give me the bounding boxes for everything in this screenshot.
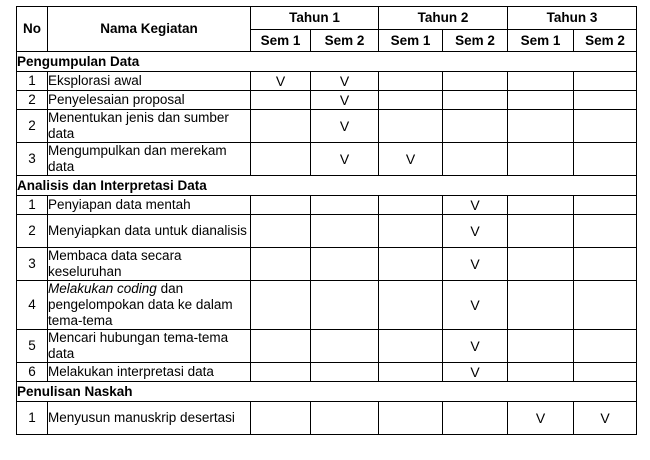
row-number: 3 bbox=[17, 143, 48, 176]
check-mark-cell: V bbox=[443, 196, 508, 215]
mark-cell bbox=[443, 143, 508, 176]
check-mark-cell: V bbox=[251, 72, 311, 91]
mark-cell bbox=[311, 281, 379, 330]
check-mark-cell: V bbox=[574, 402, 637, 435]
mark-cell bbox=[379, 248, 443, 281]
activity-name: Penyelesaian proposal bbox=[48, 91, 251, 110]
mark-cell bbox=[251, 281, 311, 330]
section-row bbox=[17, 52, 637, 72]
activity-name bbox=[48, 281, 251, 330]
activity-name: Menyiapkan data untuk dianalisis bbox=[48, 215, 251, 248]
table-row bbox=[17, 281, 637, 330]
row-number: 4 bbox=[17, 281, 48, 330]
mark-cell bbox=[508, 196, 574, 215]
section-title: Pengumpulan Data bbox=[17, 52, 637, 72]
check-mark-cell: V bbox=[443, 363, 508, 382]
header-year-3: Tahun 3 bbox=[508, 7, 637, 30]
mark-cell bbox=[251, 248, 311, 281]
check-mark-cell: V bbox=[379, 143, 443, 176]
row-number: 6 bbox=[17, 363, 48, 382]
check-mark-cell: V bbox=[311, 143, 379, 176]
check-mark-cell: V bbox=[311, 72, 379, 91]
mark-cell bbox=[574, 281, 637, 330]
table-row bbox=[17, 91, 637, 110]
mark-cell bbox=[379, 402, 443, 435]
row-number: 1 bbox=[17, 196, 48, 215]
header-sem: Sem 1 bbox=[251, 30, 311, 52]
check-mark-cell: V bbox=[443, 215, 508, 248]
header-no: No bbox=[17, 7, 48, 52]
table-row bbox=[17, 72, 637, 91]
section-row bbox=[17, 382, 637, 402]
mark-cell bbox=[574, 248, 637, 281]
mark-cell bbox=[251, 196, 311, 215]
check-mark-cell: V bbox=[443, 248, 508, 281]
mark-cell bbox=[311, 363, 379, 382]
table-row bbox=[17, 248, 637, 281]
mark-cell bbox=[379, 196, 443, 215]
mark-cell bbox=[311, 196, 379, 215]
activity-name: Mengumpulkan dan merekam data bbox=[48, 143, 251, 176]
mark-cell bbox=[379, 72, 443, 91]
header-sem: Sem 1 bbox=[508, 30, 574, 52]
section-row bbox=[17, 176, 637, 196]
mark-cell bbox=[251, 330, 311, 363]
mark-cell bbox=[251, 402, 311, 435]
mark-cell bbox=[574, 330, 637, 363]
mark-cell bbox=[443, 110, 508, 143]
header-sem: Sem 1 bbox=[379, 30, 443, 52]
mark-cell bbox=[379, 281, 443, 330]
mark-cell bbox=[443, 91, 508, 110]
mark-cell bbox=[311, 402, 379, 435]
schedule-table-container bbox=[16, 6, 636, 435]
header-year-1: Tahun 1 bbox=[251, 7, 379, 30]
mark-cell bbox=[574, 110, 637, 143]
mark-cell bbox=[508, 110, 574, 143]
mark-cell bbox=[443, 72, 508, 91]
row-number: 2 bbox=[17, 110, 48, 143]
header-year-2: Tahun 2 bbox=[379, 7, 508, 30]
activity-name: Menentukan jenis dan sumber data bbox=[48, 110, 251, 143]
section-title: Penulisan Naskah bbox=[17, 382, 637, 402]
mark-cell bbox=[379, 110, 443, 143]
table-row bbox=[17, 196, 637, 215]
row-number: 1 bbox=[17, 402, 48, 435]
mark-cell bbox=[379, 330, 443, 363]
table-row bbox=[17, 330, 637, 363]
check-mark-cell: V bbox=[508, 402, 574, 435]
activity-name: Membaca data secara keseluruhan bbox=[48, 248, 251, 281]
mark-cell bbox=[379, 91, 443, 110]
table-row bbox=[17, 402, 637, 435]
mark-cell bbox=[379, 363, 443, 382]
header-sem: Sem 2 bbox=[574, 30, 637, 52]
mark-cell bbox=[508, 143, 574, 176]
activity-name: Menyusun manuskrip desertasi bbox=[48, 402, 251, 435]
mark-cell bbox=[508, 91, 574, 110]
header-sem: Sem 2 bbox=[443, 30, 508, 52]
research-schedule-table bbox=[16, 6, 637, 435]
mark-cell bbox=[574, 215, 637, 248]
activity-rest: dan pengelompokan data ke dalam tema-tema bbox=[48, 281, 233, 328]
mark-cell bbox=[574, 363, 637, 382]
mark-cell bbox=[508, 248, 574, 281]
mark-cell bbox=[251, 110, 311, 143]
mark-cell bbox=[251, 215, 311, 248]
mark-cell bbox=[508, 330, 574, 363]
header-activity: Nama Kegiatan bbox=[48, 7, 251, 52]
mark-cell bbox=[574, 72, 637, 91]
table-row bbox=[17, 143, 637, 176]
mark-cell bbox=[379, 215, 443, 248]
activity-name: Eksplorasi awal bbox=[48, 72, 251, 91]
mark-cell bbox=[508, 363, 574, 382]
header-row-years bbox=[17, 7, 637, 30]
row-number: 1 bbox=[17, 72, 48, 91]
mark-cell bbox=[311, 330, 379, 363]
mark-cell bbox=[311, 248, 379, 281]
table-row bbox=[17, 363, 637, 382]
check-mark-cell: V bbox=[443, 330, 508, 363]
activity-name: Mencari hubungan tema-tema data bbox=[48, 330, 251, 363]
mark-cell bbox=[251, 363, 311, 382]
check-mark-cell: V bbox=[443, 281, 508, 330]
check-mark-cell: V bbox=[311, 91, 379, 110]
table-row bbox=[17, 215, 637, 248]
mark-cell bbox=[508, 72, 574, 91]
mark-cell bbox=[574, 91, 637, 110]
mark-cell bbox=[508, 281, 574, 330]
check-mark-cell: V bbox=[311, 110, 379, 143]
section-title: Analisis dan Interpretasi Data bbox=[17, 176, 637, 196]
mark-cell bbox=[443, 402, 508, 435]
row-number: 2 bbox=[17, 91, 48, 110]
row-number: 5 bbox=[17, 330, 48, 363]
mark-cell bbox=[251, 91, 311, 110]
mark-cell bbox=[251, 143, 311, 176]
row-number: 3 bbox=[17, 248, 48, 281]
activity-name: Melakukan interpretasi data bbox=[48, 363, 251, 382]
activity-italic-term: Melakukan coding bbox=[48, 281, 157, 296]
activity-name: Penyiapan data mentah bbox=[48, 196, 251, 215]
mark-cell bbox=[574, 143, 637, 176]
header-sem: Sem 2 bbox=[311, 30, 379, 52]
mark-cell bbox=[311, 215, 379, 248]
mark-cell bbox=[574, 196, 637, 215]
mark-cell bbox=[508, 215, 574, 248]
table-row bbox=[17, 110, 637, 143]
row-number: 2 bbox=[17, 215, 48, 248]
